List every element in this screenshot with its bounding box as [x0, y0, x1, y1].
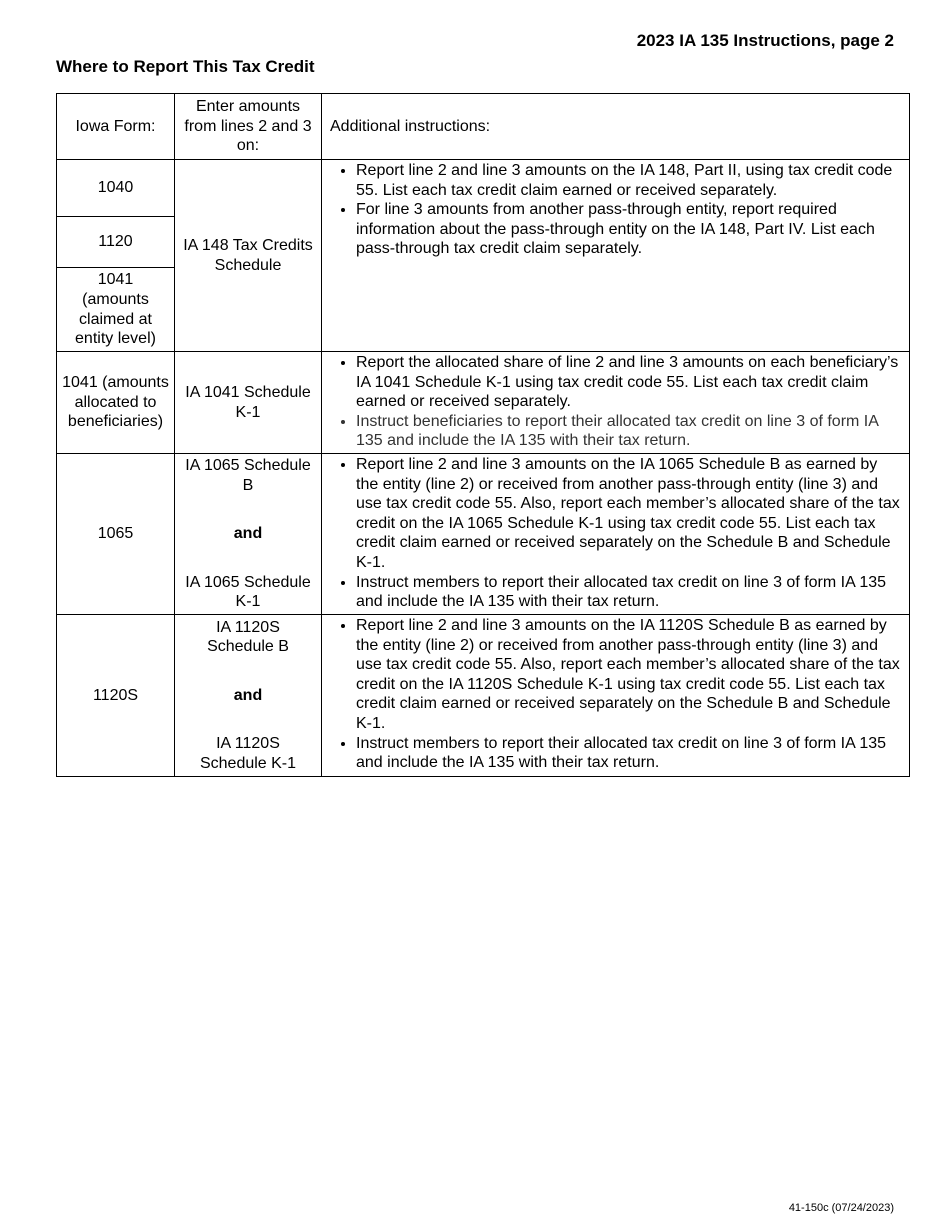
form-cell-1065: 1065 [57, 454, 175, 615]
instruction-item: • Report line 2 and line 3 amounts on the IA 148, Part II, using tax credit code 55. List each tax credit claim earned or received separately. [356, 161, 903, 200]
enter-on-ia148: IA 148 Tax Credits Schedule [175, 160, 322, 352]
instructions-ia1041 [322, 352, 910, 454]
instruction-item: • For line 3 amounts from another pass-through entity, report required information about the pass-through entity on the IA 148, Part IV. List each pass-through tax credit claim separately. [356, 200, 903, 259]
instructions-ia148 [322, 160, 910, 352]
page-header: 2023 IA 135 Instructions, page 2 [636, 31, 894, 50]
form-cell-1041-beneficiaries: 1041 (amounts allocated to beneficiaries) [57, 352, 175, 454]
table-row [57, 615, 910, 777]
enter-on-ia1041-k1: IA 1041 Schedule K-1 [175, 352, 322, 454]
form-cell-1041-entity: 1041 (amounts claimed at entity level) [57, 268, 175, 352]
instruction-item: • Instruct members to report their allocated tax credit on line 3 of form IA 135 and include the IA 135 with their tax return. [356, 573, 903, 612]
instruction-item: • Report line 2 and line 3 amounts on the IA 1120S Schedule B as earned by the entity (line 2) or received from another pass-through entity (line 3) and use tax credit code 55. Also, report each member’s allocated share of the tax credit on the IA 1120S Schedule K-1 using tax credit code 55. List each tax credit claim earned or received separately on the Schedule B and Schedule K-1. [356, 616, 903, 734]
table-row [57, 352, 910, 454]
form-revision-code: 41-150c (07/24/2023) [788, 1202, 894, 1214]
section-title: Where to Report This Tax Credit [56, 57, 315, 76]
instruction-item: • Report the allocated share of line 2 and line 3 amounts on each beneficiary’s IA 1041 Schedule K-1 using tax credit code 55. List each tax credit claim earned or received separately. [356, 353, 903, 412]
table-row [57, 454, 910, 615]
enter-on-ia1120s-schedule-b: IA 1120S Schedule B [207, 618, 289, 656]
form-cell-1040: 1040 [57, 160, 175, 217]
instruction-item: • Instruct members to report their allocated tax credit on line 3 of form IA 135 and include the IA 135 with their tax return. [356, 734, 903, 773]
instructions-ia1065 [322, 454, 910, 615]
instructions-ia1120s [322, 615, 910, 777]
instruction-item: • Report line 2 and line 3 amounts on the IA 1065 Schedule B as earned by the entity (line 2) or received from another pass-through entity (line 3) and use tax credit code 55. Also, report each member’s allocated share of the tax credit on the IA 1065 Schedule K-1 using tax credit code 55. List each tax credit claim earned or received separately on the Schedule B and Schedule K-1. [356, 455, 903, 573]
form-cell-1120: 1120 [57, 217, 175, 268]
header-enter-amounts: Enter amounts from lines 2 and 3 on: [175, 94, 322, 160]
enter-on-ia1120s-k1: IA 1120S Schedule K-1 [199, 735, 297, 772]
header-additional-instructions: Additional instructions: [322, 94, 910, 160]
table-row [57, 160, 910, 217]
enter-on-ia1065-schedule-b: IA 1065 Schedule B [185, 457, 311, 494]
enter-on-ia1065-k1: IA 1065 Schedule K-1 [185, 573, 311, 611]
enter-on-ia1065 [175, 454, 322, 615]
enter-on-ia1120s [175, 615, 322, 777]
and-label: and [233, 525, 263, 543]
table-header-row [57, 94, 910, 160]
and-label: and [233, 686, 263, 704]
form-cell-1120s: 1120S [57, 615, 175, 777]
report-table [56, 93, 910, 777]
header-iowa-form: Iowa Form: [57, 94, 175, 160]
instruction-item: • Instruct beneficiaries to report their allocated tax credit on line 3 of form IA 135 and include the IA 135 with their tax return. [356, 412, 903, 451]
